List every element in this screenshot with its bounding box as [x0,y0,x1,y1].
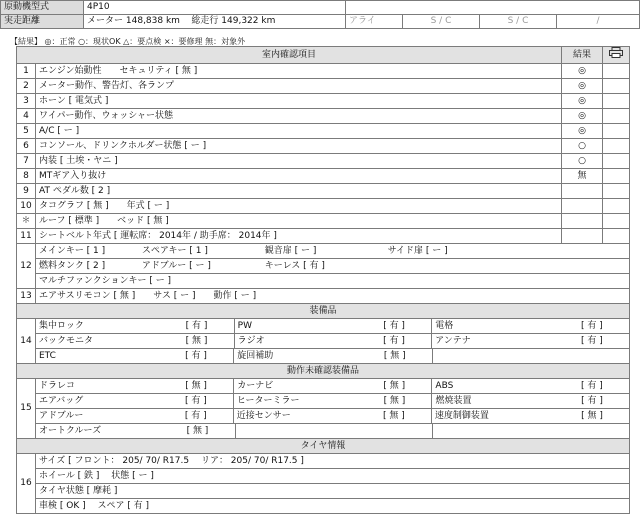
equipment-label: ラジオ [234,334,357,348]
tire-row [17,499,630,514]
unconfirmed-row [17,409,630,424]
check-item-text: メーター動作、警告灯、各ランプ [36,79,562,94]
engine-model-label: 原動機型式 [1,1,84,15]
equipment-label: 集中ロック [39,320,84,331]
total-label: 総走行 [191,16,219,26]
check-row [17,124,630,139]
equipment-title: 装備品 [17,304,630,319]
row-number: 2 [17,79,36,94]
tire-row [17,469,630,484]
align-value-3: / [557,15,640,29]
unconfirmed-row [17,379,630,394]
row-number: 3 [17,94,36,109]
check-row [17,139,630,154]
check-result: ○ [562,139,603,154]
unconfirmed-label: 速度制御装置 [431,409,555,423]
equipment-label [433,349,556,363]
align-value-1: S / C [403,15,480,29]
unconfirmed-value [358,424,432,438]
equipment-value: [ 有 ] [159,349,234,363]
mileage-label: 実走距離 [1,15,84,29]
unconfirmed-value [555,424,629,438]
unconfirmed-value: [ 有 ] [159,409,233,423]
check-result: 無 [562,169,603,184]
check-result: ◎ [562,109,603,124]
tire-info-text: 車検 [ OK ] スペア [ 有 ] [36,499,630,514]
equipment-value: [ 有 ] [580,320,603,331]
tire-info-title: タイヤ情報 [17,439,630,454]
unconfirmed-value: [ 無 ] [357,379,432,393]
unconfirmed-label [432,424,555,438]
tire-no: 16 [17,454,36,514]
engine-model-value: 4P10 [84,1,346,15]
check-row [17,154,630,169]
vehicle-info-table [0,0,640,29]
row-number: 6 [17,139,36,154]
unconfirmed-label [235,424,358,438]
equipment-value: [ 無 ] [159,334,234,348]
tire-info-text: サイズ [ フロント： 205/ 70/ R17.5 リア： 205/ 70/ R17.5 ] [36,454,630,469]
meter-value: 148,838 km [125,16,180,26]
keys-line-2: 燃料タンク [ 2 ] アドブルー [ ー ] キーレス [ 有 ] [36,259,630,274]
check-row [17,199,630,214]
check-result: ○ [562,154,603,169]
unconfirmed-label: ヒーターミラー [233,394,357,408]
check-result [562,184,603,199]
check-result: ◎ [562,124,603,139]
unconfirmed-label: 近接センサー [233,409,357,423]
result-header: 結果 [562,47,603,64]
check-result [562,199,603,214]
align-label: アライ [346,15,403,29]
check-row [17,64,630,79]
row-number: 11 [17,229,36,244]
equipment-value: [ 有 ] [159,319,234,333]
check-item-text: 内装 [ 土埃・ヤニ ] [36,154,562,169]
tire-info-text: タイヤ状態 [ 摩耗 ] [36,484,630,499]
check-item-text: ルーフ [ 標準 ] ベッド [ 無 ] [36,214,562,229]
check-item-text: AT ペダル数 [ 2 ] [36,184,562,199]
check-row [17,79,630,94]
equipment-label: PW [234,319,357,333]
row-number: ＊ [17,214,36,229]
unconfirmed-value: [ 無 ] [581,410,603,421]
check-result: ◎ [562,94,603,109]
unconfirmed-row [17,424,630,439]
check-result: ◎ [562,79,603,94]
check-result [562,229,603,244]
printer-icon [609,47,623,58]
equipment-label: バックモニタ [39,335,94,346]
total-value: 149,322 km [221,16,276,26]
result-legend: 【結果】 ◎：正常 ○：現状OK △：要点検 ×：要修理 無：対象外 [10,37,246,46]
row-number: 1 [17,64,36,79]
equipment-label: 旋回補助 [234,349,358,363]
equipment-label: アンテナ [432,334,555,348]
print-button[interactable] [603,47,630,64]
check-row [17,214,630,229]
meter-label: メーター [87,16,124,26]
check-item-text: A/C [ ー ] [36,124,562,139]
interior-check-table [16,46,630,514]
interior-check-title: 室内確認項目 [17,47,562,64]
equipment-row [17,349,630,364]
keys-line-1: メインキー [ 1 ] スペアキー [ 1 ] 観音扉 [ ー ] サイド扉 [ ー ] [36,244,630,259]
unconfirmed-label: エアバッグ [39,395,84,406]
unconfirmed-row [17,394,630,409]
check-item-text: ワイパー動作、ウォッシャー状態 [36,109,562,124]
row-number: 9 [17,184,36,199]
equipment-no: 14 [17,319,36,364]
check-row [17,109,630,124]
tire-row [17,484,630,499]
check-row [17,184,630,199]
check-item-text: シートベルト年式 [ 運転席： 2014年 / 助手席： 2014年 ] [36,229,562,244]
check-item-text: MTギア入り抜け [36,169,562,184]
mileage-values [84,15,346,29]
unconfirmed-value: [ 有 ] [159,394,233,408]
equipment-value: [ 無 ] [358,349,433,363]
check-result [562,214,603,229]
unconfirmed-value: [ 有 ] [581,395,603,406]
check-item-text: タコグラフ [ 無 ] 年式 [ ー ] [36,199,562,214]
row-number: 5 [17,124,36,139]
check-row [17,229,630,244]
unconfirmed-value: [ 無 ] [357,394,431,408]
check-item-text: ホーン [ 電気式 ] [36,94,562,109]
unconfirmed-value: [ 無 ] [159,379,234,393]
check-row [17,169,630,184]
row-number: 4 [17,109,36,124]
equipment-row [17,334,630,349]
row-number: 8 [17,169,36,184]
row-no-12: 12 [17,244,36,289]
check-item-text: エンジン始動性 セキュリティ [ 無 ] [36,64,562,79]
unconfirmed-label: カーナビ [234,379,357,393]
tire-info-text: ホイール [ 鉄 ] 状態 [ ー ] [36,469,630,484]
row-number: 10 [17,199,36,214]
unconfirmed-label: オートクルーズ [39,425,102,436]
row-no-13: 13 [17,289,36,304]
check-result: ◎ [562,64,603,79]
keys-line-3: マルチファンクションキー [ ー ] [36,274,630,289]
check-row [17,94,630,109]
unconfirmed-value: [ 無 ] [357,409,431,423]
equipment-label: 電格 [432,319,555,333]
row-number: 7 [17,154,36,169]
unconfirmed-value: [ 有 ] [580,380,603,391]
equipment-value: [ 有 ] [581,335,603,346]
equipment-row [17,319,630,334]
unconfirmed-value: [ 無 ] [160,424,235,438]
align-value-2: S / C [480,15,557,29]
equipment-value: [ 有 ] [357,319,432,333]
check-item-text: コンソール、ドリンクホルダー状態 [ ー ] [36,139,562,154]
unconfirmed-label: 燃焼装置 [432,394,555,408]
unconfirmed-title: 動作未確認装備品 [17,364,630,379]
tire-row [17,454,630,469]
equipment-label: ETC [39,350,56,361]
unconfirmed-label: ドラレコ [39,380,76,391]
unconfirmed-no: 15 [17,379,36,439]
air-suspension-row: エアサスリモコン [ 無 ] サス [ ー ] 動作 [ ー ] [36,289,630,304]
unconfirmed-label: ABS [432,379,555,393]
equipment-value [555,349,629,363]
equipment-value: [ 有 ] [357,334,432,348]
unconfirmed-label: アドブルー [39,410,84,421]
